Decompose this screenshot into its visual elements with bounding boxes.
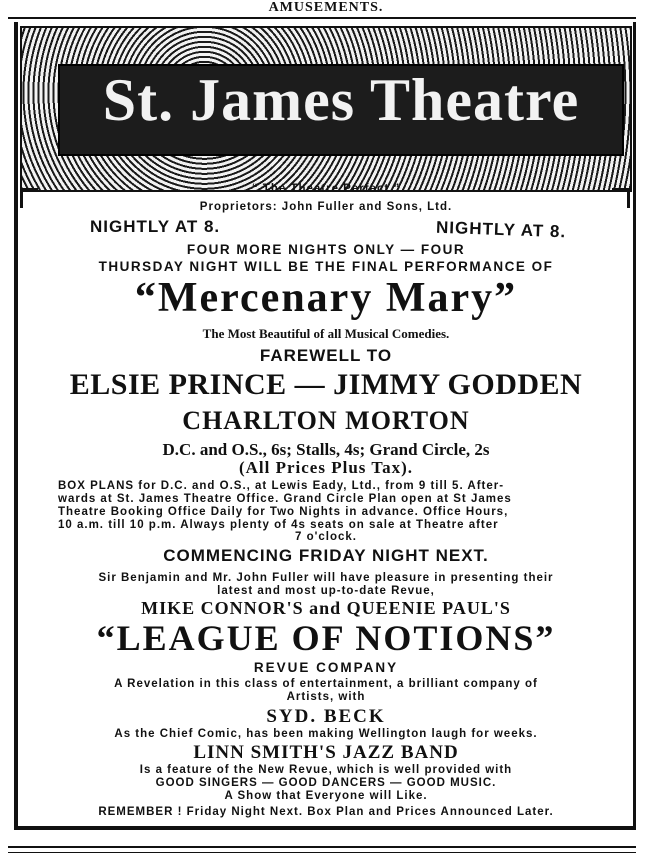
- remember-note: REMEMBER ! Friday Night Next. Box Plan and Prices Announced Later.: [98, 806, 554, 818]
- box-plans-line: wards at St. James Theatre Office. Grand Circle Plan open at St James: [58, 493, 512, 505]
- revue-title: “LEAGUE OF NOTIONS”: [96, 618, 556, 658]
- commencing: COMMENCING FRIDAY NIGHT NEXT.: [163, 546, 489, 565]
- nightly-right: NIGHTLY AT 8.: [435, 217, 567, 242]
- final-performance: THURSDAY NIGHT WILL BE THE FINAL PERFORMANCE OF: [98, 259, 554, 274]
- revue-company: REVUE COMPANY: [253, 660, 399, 675]
- section-header: AMUSEMENTS.: [268, 0, 384, 15]
- theatre-name: St. James Theatre: [102, 67, 580, 133]
- comic-description: As the Chief Comic, has been making Wellington laugh for weeks.: [114, 728, 538, 740]
- revelation-line: Artists, with: [286, 691, 366, 703]
- footer-rule: [8, 846, 636, 848]
- box-plans-line: 7 o'clock.: [295, 531, 357, 543]
- band-line: GOOD SINGERS — GOOD DANCERS — GOOD MUSIC.: [155, 777, 497, 789]
- presenting-line: latest and most up-to-date Revue,: [217, 585, 435, 597]
- four-more-nights: FOUR MORE NIGHTS ONLY — FOUR: [186, 242, 466, 257]
- nightly-left: NIGHTLY AT 8.: [90, 217, 221, 236]
- prices: D.C. and O.S., 6s; Stalls, 4s; Grand Circle, 2s: [162, 440, 490, 459]
- header-rule: [8, 17, 636, 19]
- proprietors: Proprietors: John Fuller and Sons, Ltd.: [199, 201, 453, 213]
- prices-tax: (All Prices Plus Tax).: [238, 458, 414, 477]
- box-plans-line: Theatre Booking Office Daily for Two Nights in advance. Office Hours,: [58, 506, 509, 518]
- band-name: LINN SMITH'S JAZZ BAND: [193, 742, 459, 763]
- box-plans-line: 10 a.m. till 10 p.m. Always plenty of 4s seats on sale at Theatre after: [58, 519, 499, 531]
- farewell: FAREWELL TO: [259, 346, 393, 365]
- costar: CHARLTON MORTON: [182, 406, 470, 435]
- producers: MIKE CONNOR'S and QUEENIE PAUL'S: [141, 598, 511, 618]
- box-plans-line: BOX PLANS for D.C. and O.S., at Lewis Eady, Ltd., from 9 till 5. After-: [58, 480, 505, 492]
- comic-name: SYD. BECK: [266, 706, 386, 727]
- revelation-line: A Revelation in this class of entertainment, a brilliant company of: [114, 678, 538, 690]
- show-title: “Mercenary Mary”: [134, 275, 518, 321]
- presenting-line: Sir Benjamin and Mr. John Fuller will have pleasure in presenting their: [98, 572, 554, 584]
- advertisement-bottom-border: [14, 826, 636, 830]
- footer-rule: [8, 852, 636, 853]
- stars: ELSIE PRINCE — JIMMY GODDEN: [69, 368, 583, 401]
- tagline: “ The Theatre Perfect.”: [251, 183, 401, 195]
- band-line: A Show that Everyone will Like.: [224, 790, 428, 802]
- band-line: Is a feature of the New Revue, which is well provided with: [139, 764, 513, 776]
- show-subtitle: The Most Beautiful of all Musical Comedies.: [202, 326, 450, 341]
